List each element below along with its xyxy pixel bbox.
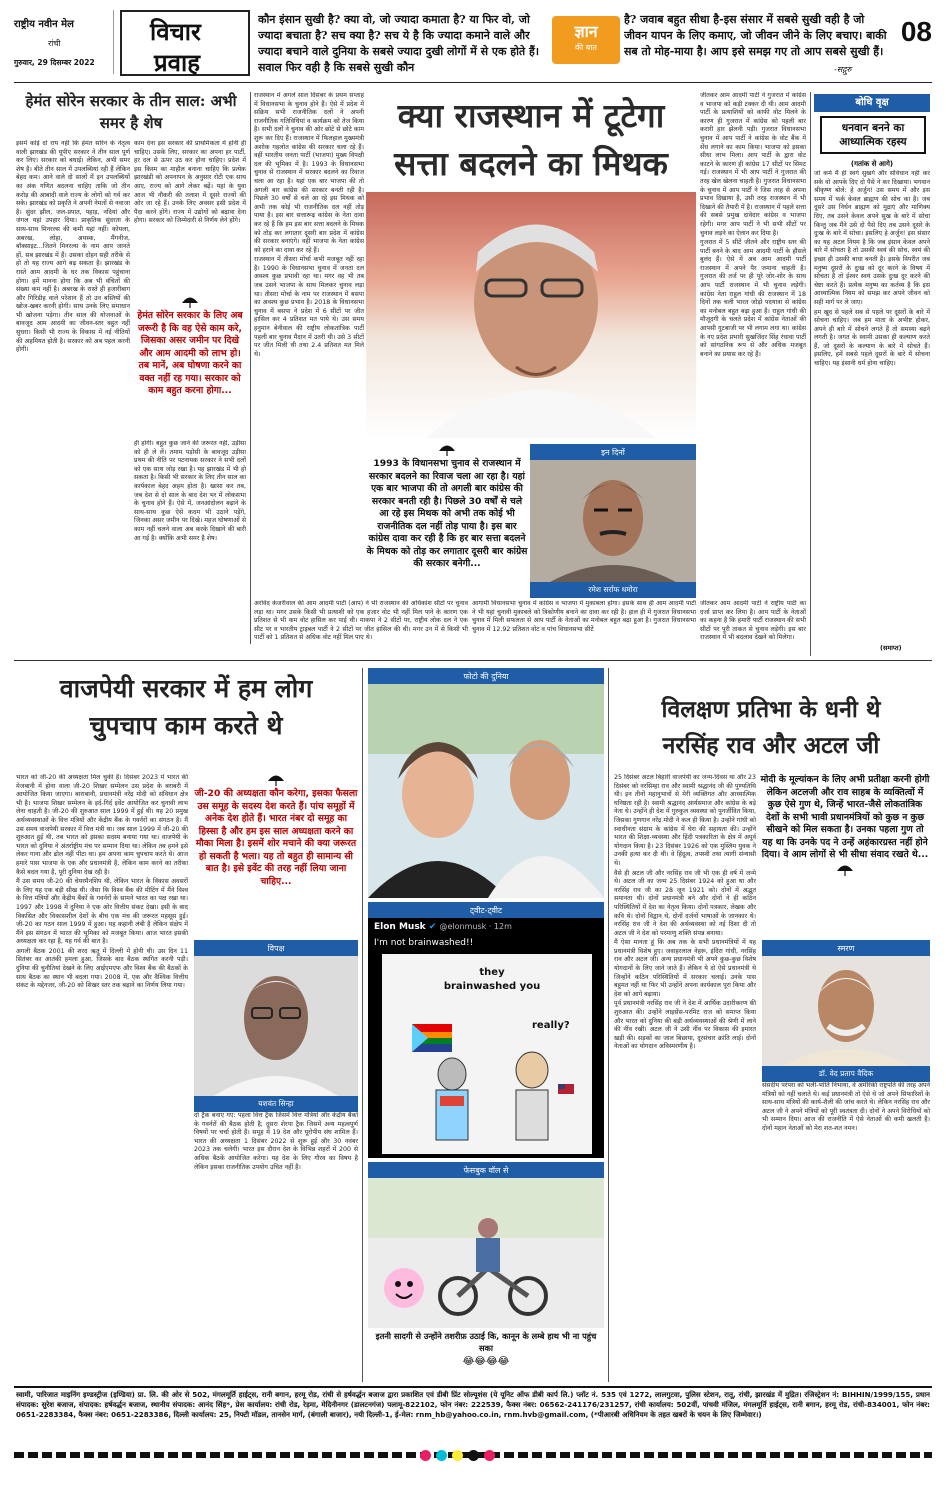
photo-world-label: फोटो की दुनिया bbox=[368, 668, 604, 685]
facebook-image bbox=[368, 1178, 604, 1328]
narasimha-photo-label: स्मरण bbox=[762, 940, 930, 957]
tweet-meme bbox=[382, 954, 592, 1154]
vaidik-photo-art bbox=[762, 956, 930, 1066]
rajasthan-body-col3b: जीतकर आम आदमी पार्टी ने राष्ट्रीय पार्टी का दर्जा प्राप्त कर लिया है। आप पार्टी के नेताओं का कहना है कि हमारी पार्टी राजस्थान की सभी सीटों पर पूरी ताकत से चुनाव लड़ेगी। इस बार राजस्थान में भी बदलाव देखने को मिलेगा। bbox=[700, 600, 806, 642]
narasimha-headline-line1: विलक्षण प्रतिभा के धनी थे bbox=[661, 696, 881, 723]
masthead bbox=[14, 10, 932, 80]
verified-icon: ✔ bbox=[428, 922, 437, 932]
meme-right-text: really? bbox=[532, 1020, 570, 1031]
narasimha-para1: 25 दिसंबर अटल बिहारी वाजपेयी का जन्म-दिवस था और 23 दिसंबर को नरसिम्हा राव और स्वामी श्रद्धानंद जी की पुण्यतिथि थी। इन तीनों महानुभावों से मेरी व्यक्तिगत और आध्यात्मिक घनिष्ठता रही है। स्वामी श्रद्धानंद आर्यसमाज और कांग्रेस के बड़े नेता थे। उन्होंने ही देश में गुरुकुल व्यवस्था को पुनर्जीवित किया, जिसका गुणगान नरेंद्र मोदी ने कल ही किया है। उन्होंने गांधी को स्वाधीनता संग्राम के कांग्रेस में घेरा की सहायता की। उन्होंने भारत की शिक्षा-व्यवस्था और हिंदी पत्रकारिता के क्षेत्र में अपूर्व योगदान किया है। 23 दिसंबर 1926 को एक मुस्लिम युवक ने उनकी हत्या कर दी थी। वे हिंदूत्व, तपस्वी तथा त्यागी संन्यासी थे। bbox=[614, 774, 756, 867]
hemant-body-col2: काम देना इस सरकार की प्राथमिकता में होनी ही चाहिए। उसके लिए, सरकार का अपना हर पार्टी, हर दल से ऊपर उठ कर होना चाहिए। प्रदेश में इस किस्म का माहौल बनाना चाहिए कि प्रत्येक झारखंडी को अपनापन के अनुसार रोटी एक साथ आए, राज्य को आगे लेकर बढ़ें। यहां के युवा आज भी नौकरी की तलाश में दूसरे राज्यों की ओर जा रहे हैं। उनके लिए अवसर इसी प्रदेश में पैदा करने होंगे। राज्य में उद्योगों को बढ़ावा देना होगा। सरकार को जिम्मेदारी से निर्णय लेने होंगे। bbox=[134, 140, 246, 225]
section-badge bbox=[120, 10, 250, 76]
photo-world-image bbox=[368, 684, 604, 898]
umbrella-icon bbox=[836, 864, 854, 876]
vajpayee-para1: भारत को जी-20 की अध्यक्षता मिल चुकी है। दिसंबर 2023 में भारत की मेजबानी में होना वाला जी-20 शिखर सम्मेलन उस प्रदेश के बराबरी में आयोजित किया जाएगा। बाराबानी, प्रधानमंत्री नरेंद्र मोदी को संविधान क्षेत्र भी है। भाजपा शिखर सम्मेलन के इर्द-गिर्द इवेंट आयोजित कर चुनावी लाभ लेना चाहती है। जी-20 की शुरुआत साल 1999 में हुई थी। यह 20 प्रमुख अर्थव्यवस्थाओं के वित्त मंत्रियों और केंद्रीय बैंक के गवर्नरों का संगठन है। मैं उस समय वाजपेयी सरकार में वित्त मंत्री था। जब साल 1999 में जी-20 की शुरुआत हुई थी, तब भारत को इसका सदस्य बनाया गया था। वाजपेयी के भारत को दुनिया ने अंतर्राष्ट्रीय मंच पर सम्मान दिया था। लेकिन तब हमने इसे लेकर गाना और ढोल नहीं पीटा था। हम अपना काम चुपचाप करते थे। आज हमारे पास भाजपा के एक और प्रधानमंत्री है, लेकिन काम करने का तरीका कैसे बदल गया है, पूरी दुनिया देख रही है। bbox=[16, 774, 188, 876]
gehlot-photo-art bbox=[366, 192, 696, 438]
quote-author: -सद्गुरु bbox=[834, 65, 852, 74]
logo-block bbox=[14, 10, 114, 74]
footer-divider bbox=[14, 1386, 932, 1388]
rajasthan-para3: जीतकर आम आदमी पार्टी ने गुजरात में कांग्रेस व भाजपा को कड़ी टक्कर दी थी। आम आदमी पार्टी के प्रत्याशियों को काफी वोट मिलने के कारण ही गुजरात में कांग्रेस को पहली बार करारी हार झेलनी पड़ी। गुजरात विधानसभा चुनाव में आप पार्टी ने कांग्रेस के वोट बैंक में सेंध लगाने का काम किया। भाजपा को इसका सीधा लाभ मिला। आप पार्टी के द्वारा वोट काटने के कारण ही कांग्रेस 17 सीटों पर सिमट गई। राजस्थान में भी आप पार्टी ने गुजरात की तरह खेल खेलना चाहती है। गुजरात विधानसभा के चुनाव में आप पार्टी ने जिस तरह से अपना प्रभाव दिखाया है, उसी तरह राजस्थान में भी दिखाने की तैयारी में है। राजस्थान में पहले सत्ता की सबसे प्रमुख दावेदार कांग्रेस व भाजपा रहेगी। मगर आप पार्टी ने भी सभी सीटों पर चुनाव लड़ने का ऐलान कर दिया है। bbox=[700, 92, 806, 237]
columnist-photo-art bbox=[530, 460, 696, 582]
narasimha-para4: पूर्व प्रधानमंत्री नरसिंह राव जी ने देश में आर्थिक उदारीकरण की शुरुआत की। उन्होंने लाइसेंस-परमिट राज को समाप्त किया और भारत को दुनिया की बड़ी अर्थव्यवस्थाओं की श्रेणी में लाने की नींव रखी। अटल जी ने उसी नींव पर विकास की इमारत खड़ी की। सड़कों का जाल बिछाया, दूरसंचार क्रांति लाई। दोनों नेताओं का योगदान अविस्मरणीय है। bbox=[614, 1000, 756, 1051]
tweet-name: Elon Musk bbox=[374, 922, 426, 932]
narasimha-body-col2: संसदीय परंपरा को भली-भांति निभाया, वे अमेरिकी राष्ट्रपति की तरह अपने मंत्रियों को नहीं चलाते थे। कई प्रधानमंत्री तो ऐसे थे जो अपने सिफारिशों के साथ-साथ मंत्रियों की कार्य-शैली की जांच करते थे। लेकिन नरसिंह राव और अटल जी ने अपने मंत्रियों को पूरी स्वतंत्रता दी। दोनों ने अपने विरोधियों को भी सम्मान दिया। आज की राजनीति में ऐसे नेताओं की कमी खलती है। दोनों महान नेताओं को मेरा शत-शत नमन। bbox=[762, 1082, 930, 1132]
footer-imprint: स्वामी, पारिजात माइनिंग इण्डस्ट्रीज (इण्डिया) प्रा. लि. की ओर से 502, मंगलमूर्ति हाईट्स, रानी बगान, हरमू रोड, रांची से हर्षवर्द्धन बजाज द्वारा प्रकाशित एवं डीबी प्रिंट सोल्यूशंस (ये यूनिट ऑफ डीबी कार्प लि.) प्लॉट नं. 535 एवं 1272, लालगुटवा, पुलिस स्टेशन, रातू, रांची, झारखंड में मुद्रित। रजिस्ट्रेशन नं: BIHHIN/1999/155, प्रधान संपादक: सुरेश बजाज, संपादक: हर्षवर्द्धन बजाज, स्थानीय संपादक: आनंद सिंह*, प्रेस कार्यालय: रांची रोड, रेड़मा, मेदिनीनगर (डालटनगंज) पलामू-822102, फोन नंबर: 222539, फैक्स नंबर: 06562-241176/231257, रांची कार्यालय: 502वीं, पांचवी मंजिल, मंगलमूर्ति हाईट्स, रानी बगान, हरमू रोड, रांची-834001, फोन नंबर: 0651-2283384, फैक्स नंबर: 0651-2283386, दिल्ली कार्यालय: 25, निफ्टी मॉडल, तानसेन मार्ग, (बंगाली बाजार), नयी दिल्ली-1, ई-मेल: rnm_hb@yahoo.co.in, rnm.hvb@gmail.com, (*पीआरबी अधिनियम के तहत खबरों के चयन के लिए जिम्मेवार।) bbox=[16, 1390, 930, 1420]
hemant-quote-text: हेमंत सोरेन सरकार के लिए अब जरूरी है कि वह ऐसे काम करे, जिसका असर जमीन पर दिखे और आम आदमी को लाभ हो। तब मानें, अब घोषणा करने का वक्त नहीं रह गया। सरकार को काम बहुत करना होगा... bbox=[137, 310, 243, 396]
vajpayee-body-col2: दो ट्रैक बनाए गए: पहला वित्त ट्रैक जिसमें वित्त मंत्रियों और केंद्रीय बैंकों के गवर्नरों की बैठक होती है; दूसरा शेरपा ट्रैक जिसमें अन्य महत्वपूर्ण विषयों पर चर्चा होती है। समूह में 19 देश और यूरोपीय संघ शामिल हैं। भारत की अध्यक्षता 1 दिसंबर 2022 से शुरू हुई और 30 नवंबर 2023 तक चलेगी। भारत इस दौरान देश के विभिन्न शहरों में 200 से अधिक बैठकें आयोजित करेगा। यह देश के लिए गौरव का विषय है लेकिन इसका राजनीतिक उपयोग उचित नहीं है। bbox=[194, 1112, 358, 1171]
section-title-line2: प्रवाह bbox=[154, 48, 200, 77]
rajasthan-body-col3 bbox=[700, 92, 806, 600]
bodhi-body bbox=[814, 170, 930, 642]
facebook-caption: इतनी सादगी से उन्होंने तशरीफ़ उठाई कि, कानून के लम्बे हाथ भी ना पहुंच सका bbox=[375, 1331, 597, 1353]
section-title-line1: विचार bbox=[150, 17, 201, 46]
section-divider bbox=[14, 660, 932, 661]
umbrella-icon bbox=[267, 774, 285, 786]
vajpayee-headline bbox=[16, 670, 356, 744]
sinha-photo bbox=[194, 956, 358, 1096]
vajpayee-para3: अगली बैठक 2001 की शरद ऋतु में दिल्ली में होनी थी। उस दिन 11 सितंबर का आतंकी हमला हुआ, जिसके बाद बैठक स्थगित करनी पड़ी। दुनिया की चुनौतियां देखने के लिए आईएमएफ और विश्व बैंक की बैठकों के साथ बैठक का स्थान भी बदला गया। 2008 में, एक और वैश्विक वित्तीय संकट के मद्देनजर, जी-20 को शिखर स्तर तक बढ़ाने का निर्णय लिया गया। bbox=[16, 947, 188, 990]
rajasthan-para1: राजस्थान में अगले साल दिसंबर के प्रथम सप्ताह में विधानसभा के चुनाव होने हैं। ऐसे में प्रदेश में सक्रिय सभी राजनीतिक दलों ने अपनी राजनीतिक गतिविधियां व कार्यक्रम को तेज किया है। सभी दलों ने चुनाव की ओर छोटे से छोटे काम शुरू कर दिए हैं। राजस्थान में फिलहाल मुख्यमंत्री अशोक गहलोत कांग्रेस की सरकार चला रहे हैं। वहीं भारतीय जनता पार्टी (भाजपा) मुख्य विपक्षी दल की भूमिका में है। 1993 के विधानसभा चुनाव से राजस्थान में सरकार बदलने का रिवाज चला आ रहा है। यहां एक बार भाजपा की तो अगली बार कांग्रेस की सरकार बनती रही है। पिछले 30 वर्षों से चले आ रहे इस मिथक को अभी तक कोई भी राजनीतिक दल नहीं तोड़ पाया है। इस बार सत्तारूढ़ कांग्रेस के नेता दावा कर रहे हैं कि हम इस बार सत्ता बदलने के मिथक को तोड़ कर लगातार दूसरी बार प्रदेश में कांग्रेस की सरकार बनाएंगे। वहीं भाजपा के नेता कांग्रेस को हराने का दावा कर रहे हैं। bbox=[254, 92, 364, 254]
column-divider bbox=[810, 92, 811, 656]
vajpayee-pull-quote bbox=[194, 774, 358, 934]
rajasthan-para4: गुजरात में 5 सीटें जीतने और राष्ट्रीय स्तर की पार्टी बनने के बाद आम आदमी पार्टी के हौसले बुलंद हैं। ऐसे में अब आम आदमी पार्टी राजस्थान में अपने पैर जमाना चाहती है। गुजरात की तर्ज पर ही पूरे जोर-शोर के साथ आप पार्टी राजस्थान में भी चुनाव लड़ेगी। कांग्रेस नेता राहुल गांधी की राजस्थान में 18 दिनों तक चली भारत जोड़ो पदयात्रा से कांग्रेस का मनोबल बहुत बढ़ा हुआ है। राहुल गांधी की मौजूदगी के चलते प्रदेश में कांग्रेस नेताओं की आपसी गुटबाजी पर भी लगाम लगा था। कांग्रेस के नए प्रदेश प्रभारी सुखजिंदर सिंह रंधावा पार्टी को सांगठनिक रूप से और अधिक मजबूत बनाने का प्रयास कर रहे हैं। bbox=[700, 239, 806, 358]
vajpayee-photo-label: विपक्ष bbox=[194, 940, 358, 957]
rajasthan-body-col2: आगामी विधानसभा चुनाव में कांग्रेस व भाजपा में मुकाबला होगा। इसके साथ ही आम आदमी पार्टी ने भी यहां चुनावी मुकाबले को त्रिकोणीय बनाने का दावा कर रही है। हाल ही में गुजरात विधानसभा चुनाव में मिली सफलता से आप पार्टी के नेताओं का मनोबल बहुत बढ़ा हुआ है। गुजरात विधानसभा चुनाव में 12.92 प्रतिशत वोट व पांच विधानसभा सीटें bbox=[472, 600, 696, 633]
bodhi-para1: जो कर्म मैं ही स्वर्ग सुखर्ग और संविधान नहीं कर सके वो आपके दिए दो पैसे ने कर दिखाया। भगवान श्रीकृष्ण बोले: हे अर्जुन! उस समय में और इस समय में फर्क केवल ब्राह्मण की सोच का है। जब दूसरे उस निर्धन ब्राह्मण को मुद्राएं और माणिक्य दिए, तब उसने केवल अपने सुख के बारे में सोचा किन्तु जब मैंने उसे दो पैसे दिए तब उसने दूसरे के दुःख के बारे में सोचा। इसलिए हे अर्जुन! इस संसार का यह अटल नियम है कि जब इंसान केवल अपने बारे में सोचता है तो उसकी स्वयं की सोच, स्वयं की इच्छा ही उसकी बाधा बनती है। इसके विपरीत जब मनुष्य दूसरों के दुःख को दूर करने के विषय में सोचता है तो ईश्वर स्वयं उसके दुःख दूर करने की चेष्टा करते हैं। प्रत्येक मनुष्य का कर्तव्य है कि इस आध्यात्मिक नियम को समझ कर अपने जीवन को सही मार्ग पर ले जाए। bbox=[814, 170, 930, 306]
gyan-badge bbox=[552, 16, 620, 64]
meme-top-text: they brainwashed you bbox=[443, 967, 541, 992]
hemant-pull-quote bbox=[134, 296, 246, 434]
quote-left: कौन इंसान सुखी है? क्या वो, जो ज्यादा कमाता है? या फिर वो, जो ज्यादा बचाता है? सच क्या है? सच ये है कि ज्यादा कमाने वाले और ज्यादा बचाने वाले दुनिया के सबसे ज्यादा दुखी लोगों में से एक होते हैं। सवाल फिर वही है कि सबसे सुखी कौन bbox=[258, 13, 540, 74]
tweet-handle: @elonmusk · 12m bbox=[439, 922, 512, 931]
columnist-photo bbox=[530, 460, 696, 582]
rajasthan-para2: राजस्थान में तीसरा मोर्चा कभी मजबूत नहीं रहा है। 1990 के विधानसभा चुनाव में जनता दल अवश्य कुछ प्रभावी रहा था। मगर वह भी तब जब उसने भाजपा के साथ मिलकर चुनाव लड़ा था। तीसरा मोर्चा के नाम पर राजस्थान में बसपा का अवश्य कुछ प्रभाव है। 2018 के विधानसभा चुनाव में बसपा ने प्रदेश में 6 सीटों पर जीत हासिल कर 4 प्रतिशत मत पाये थे। उस समय हनुमान बेनीवाल की राष्ट्रीय लोकतांत्रिक पार्टी पहली बार चुनाव मैदान में उतरी थी। उसे 3 सीटों पर जीत मिली थी तथा 2.4 प्रतिशत मत मिले थे। bbox=[254, 256, 364, 358]
rajasthan-quote-text: 1993 के विधानसभा चुनाव से राजस्थान में सरकार बदलने का रिवाज चला आ रहा है। यहां एक बार भाजपा की तो अगली बार कांग्रेस की सरकार बनती रही है। पिछले 30 वर्षों से चले आ रहे इस मिथक को अभी तक कोई भी राजनीतिक दल नहीं तोड़ पाया है। इस बार कांग्रेस दावा कर रही है कि हर बार सत्ता बदलने के मिथक को तोड़ कर लगातार दूसरी बार कांग्रेस की सरकार बनेगी... bbox=[366, 458, 528, 569]
meme-art bbox=[392, 1014, 582, 1152]
footer-dot bbox=[484, 1450, 495, 1461]
hemant-body-col1: इसमें कोई दो राय नहीं कि हेमंत सोरेन के नेतृत्व वाली झारखंड की यूपीए सरकार ने तीन साल पूर्ण कर लिए। सरकार को बधाई। लेकिन, अभी समर शेष है। बीते तीन साल में उपलब्धियां रही हैं लेकिन बेहद कम। आने वाले दो सालों में इन उपलब्धियों का अंक गणित बदलना चाहिए ताकि जो तीन करोड़ की आबादी वाले राज्य के लोगों को गर्व कर सके। झारखंड को प्रकृति ने अपनी नेमतों से नवाजा है। सुंदर झील, जल-प्रपात, पहाड़, नदियां और जंगल यहां उपहार दिया। प्राकृतिक सुंदरता के साथ-साथ मिनरल्स की कमी यहां नहीं। कोयला, अबरख, लोहा, अयस्क, मैंगनीज, बॉक्साइट...जितने मिनरल्स के नाम आप जानते हों, सब झारखंड में हैं। उसका दोहन सही तरीके से हो तो यह राज्य आगे बढ़ सकता है। झारखंड के रास्ते आम आदमी के घर तक विकास पहुंचाना होगा। हमें मानना होगा कि अब भी वंचितों की संख्या कम नहीं है। अबरख के रास्ते ही हजारीबाग और गिरिडीह वाले परेशान हैं तो उन बस्तियों की खोज-खबर करनी होगी। साथ उनके लिए समाधान भी खोजना पड़ेगा। तीन साल की योजनाओं के बावजूद आम आदमी का जीवन-स्तर बहुत नहीं सुधरा। किसी भी राज्य के विकास में नई नीतियों की अहमियत होती है। सरकार को अब पहल करनी होगी। bbox=[16, 140, 130, 354]
vajpayee-para2: मैं उस समय जी-20 की चेयरमैनशिप थी, लेकिन भारत के विकास अवसरों के लिए यह एक बड़ी सीख थी। जैसा कि विश्व बैंक की मीटिंग में मैंने विश्व के वित्त मंत्रियों और केंद्रीय बैंकों के गवर्नरों के सामने भारत का पक्ष रखा था। 1997 और 1998 में दुनिया ने एक ओर वित्तीय संकट देखा। इसी के बाद विकसित और विकासशील देशों के बीच एक मंच की जरूरत महसूस हुई। जी-20 का गठन साल 1999 में हुआ। यह कहानी लंबी है लेकिन संक्षेप में मैंने इस संगठन में भारत की भूमिका को मजबूत किया। आज भारत इसकी अध्यक्षता कर रहा है, यह गर्व की बात है। bbox=[16, 878, 188, 946]
umbrella-icon bbox=[181, 296, 199, 308]
narasimha-body-col1 bbox=[614, 774, 756, 1379]
quote-right: है? जवाब बहुत सीधा है-इस संसार में सबसे सुखी वही है जो जीवन यापन के लिए कमाए, जो जीवन जीने के लिए बचाए। बाकी सब तो मोह-माया है। आप इसे समझ गए तो आप सबसे सुखी हैं। bbox=[624, 13, 887, 58]
tweet-text: I'm not brainwashed!! bbox=[374, 938, 474, 948]
facebook-label: फेसबुक वॉल से bbox=[368, 1162, 604, 1179]
rajasthan-headline-line1: क्या राजस्थान में टूटेगा bbox=[397, 96, 665, 135]
rajasthan-headline-line2: सत्ता बदलने का मिथक bbox=[394, 144, 668, 183]
vajpayee-body-col1 bbox=[16, 774, 188, 1379]
vajpayee-headline-line1: वाजपेयी सरकार में हम लोग bbox=[59, 674, 313, 703]
rajasthan-pull-quote bbox=[366, 444, 528, 602]
columnist-label: इन दिनों bbox=[530, 444, 696, 461]
footer-dot bbox=[468, 1450, 479, 1461]
vajpayee-photo-caption: यशवंत सिन्हा bbox=[194, 1096, 358, 1112]
hemant-body-col3: ही होगी। बहुत कुछ जाने की जरूरत नहीं, उड़ीसा को ही ले लें। तमाम पड़ोसी के बावजूद उड़ीसा प्रथम की नीति पर पटनायक सरकार ने सभी दलों को एक साथ जोड़ रखा है। यह झारखंड में भी हो सकता है। किसी भी सरकार के लिए तीन साल का कार्यकाल बेहद अहम होता है। खासा कर तब, जब देश से दो साल के बाद देश भर में लोकसभा के चुनाव होने हैं। ऐसे में, जनआंदोलन बढ़ाने के साथ-साथ कुछ ऐसे कदम भी उठाने पड़ेंगे, जिनका असर जमीन पर दिखे। महज घोषणाओं से काम नहीं चलने वाला अब करके दिखाने की बारी आ गई है। क्योंकि अभी समर है शेष। bbox=[134, 440, 246, 542]
narasimha-headline bbox=[612, 692, 930, 764]
gyan-subtitle: की बात bbox=[575, 43, 597, 52]
footer-dot bbox=[452, 1450, 463, 1461]
columnist-name: रमेश सर्राफ धमोरा bbox=[530, 582, 696, 598]
tweet-author bbox=[374, 922, 512, 932]
vaidik-photo bbox=[762, 956, 930, 1066]
narasimha-pull-quote bbox=[760, 774, 930, 930]
paper-name: राष्ट्रीय नवीन मेल bbox=[14, 19, 74, 30]
tweet-label: ट्वीट-ट्वीट bbox=[368, 902, 604, 919]
bodhi-kicker: (गतांक से आगे) bbox=[850, 160, 894, 168]
gehlot-photo bbox=[366, 192, 696, 438]
narasimha-headline-line2: नरसिंह राव और अटल जी bbox=[662, 732, 880, 759]
page-number: 08 bbox=[900, 16, 932, 47]
narasimha-para3: मैं ऐसा मानता हूं कि अब तक के सभी प्रधानमंत्रियों में यह प्रधानमंत्री विशेष हुए। जवाहरलाल नेहरू, इंदिरा गांधी, नरसिंह राव और अटल जी। अन्य प्रधानमंत्री भी अपने कुछ-कुछ विशेष योगदानों के लिए जाने जाते हैं। लेकिन ये दो ऐसे प्रधानमंत्री थे जिन्होंने कठिन परिस्थितियों में सरकार चलाई। उनके पास बहुमत नहीं था फिर भी उन्होंने अपना कार्यकाल पूरा किया और देश को आगे बढ़ाया। bbox=[614, 939, 756, 998]
footer-dot bbox=[420, 1450, 431, 1461]
bodhi-label: बोधि वृक्ष bbox=[814, 94, 930, 112]
bodhi-headline: धनवान बनने का आध्यात्मिक रहस्य bbox=[820, 116, 926, 154]
umbrella-icon bbox=[438, 444, 456, 456]
footer-dot bbox=[436, 1450, 447, 1461]
vajpayee-quote-text: जी-20 की अध्यक्षता कौन करेगा, इसका फैसला उस समूह के सदस्य देश करते हैं। पांच समूहों में अनेक देश होते हैं। भारत नंबर दो समूह का हिस्सा है और हम इस साल अध्यक्षता करने का मौका मिला है। इसमें शोर मचाने की क्या जरूरत हो सकती है भला। यह तो बहुत ही सामान्य सी बात है। इसे इवेंट की तरह नहीं लिया जाना चाहिए... bbox=[194, 788, 358, 887]
masthead-divider bbox=[14, 82, 932, 83]
rajasthan-body-col1 bbox=[254, 92, 364, 600]
sinha-photo-art bbox=[194, 956, 358, 1096]
rajasthan-body-col1b: अरविंद केजरीवाल की आम आदमी पार्टी (आप) ने भी राजस्थान की अधिकांश सीटों पर चुनाव लड़ा था। मगर उसके किसी भी प्रत्याशी को एक हजार वोट भी नहीं मिल पाने के कारण एक प्रतिशत से भी कम वोट हासिल कर पाई थी। माकपा ने 2 सीटों पर, राष्ट्रीय लोक दल ने एक सीट पर व भारतीय ट्राइबल पार्टी ने 2 सीटों पर जीत हासिल की थी। मगर उन में से किसी भी पार्टी को 1 प्रतिशत से अधिक वोट नहीं मिल पाए थे। bbox=[254, 600, 468, 642]
tweet-card bbox=[368, 918, 604, 1158]
bodhi-end: (समाप्त) bbox=[880, 644, 902, 652]
hemant-headline: हेमंत सोरेन सरकार के तीन साल: अभी समर है शेष bbox=[25, 92, 237, 132]
city: रांची bbox=[48, 39, 61, 48]
column-divider bbox=[362, 668, 363, 1382]
facebook-image-art bbox=[368, 1178, 604, 1328]
narasimha-para2: वैसे ही अटल जी और नरसिंह राव जी भी एक ही वर्ष में जन्मे थे। अटल जी का जन्म 25 दिसंबर 1924 को हुआ था और नरसिंह राव जी का 28 जून 1921 को। दोनों में अद्भुत समानता थी। दोनों प्रधानमंत्री बने और दोनों ने ही कठिन परिस्थितियों में देश का नेतृत्व किया। दोनों पत्रकार, लेखक और कवि थे। दोनों विद्वान थे, दोनों दर्जनों भाषाओं के जानकार थे। नरसिंह राव जी ने देश की अर्थव्यवस्था को नई दिशा दी तो अटल जी ने देश को परमाणु शक्ति संपन्न बनाया। bbox=[614, 869, 756, 937]
column-divider bbox=[250, 92, 251, 644]
narasimha-photo-caption: डॉ. वेद प्रताप वैदिक bbox=[762, 1066, 930, 1082]
gyan-title: ज्ञान bbox=[574, 22, 598, 41]
rajasthan-headline bbox=[366, 92, 696, 188]
facebook-emojis: 😂😂😂😂 bbox=[462, 1356, 510, 1367]
photo-world-art bbox=[368, 684, 604, 898]
narasimha-quote-text: मोदी के मूल्यांकन के लिए अभी प्रतीक्षा करनी होगी लेकिन अटलजी और राव साहब के व्यक्तित्वों में कुछ ऐसे गुण थे, जिन्हें भारत-जैसे लोकतांत्रिक देशों के सभी भावी प्रधानमंत्रियों को कुछ न कुछ सीखने को मिल सकता है। उनका पहला गुण तो यह था कि उनके पद ने उन्हें अहंकारग्रस्त नहीं होने दिया। वे आम लोगों से भी सीधा संवाद रखते थे... bbox=[760, 774, 930, 860]
column-divider bbox=[608, 668, 609, 1382]
vajpayee-headline-line2: चुपचाप काम करते थे bbox=[89, 711, 283, 740]
bodhi-para2: हम खुद से पहले सब से पहले पर दूसरों के बारे में सोचना चाहिए। जब हम माता के अभीष्ट होकर, अपने ही बारे में सोचने लगते हैं तो समस्या बढ़ने लगती है। जगत के स्वामी उसका ही कल्याण करते हैं, जो दूसरों के कल्याण के बारे में सोचते हैं। इसलिए, हमें सबसे पहले दूसरों के बारे में सोचना चाहिए। यह इंसानी धर्म होना चाहिए। bbox=[814, 308, 930, 368]
issue-date: गुरुवार, 29 दिसम्बर 2022 bbox=[14, 58, 95, 67]
